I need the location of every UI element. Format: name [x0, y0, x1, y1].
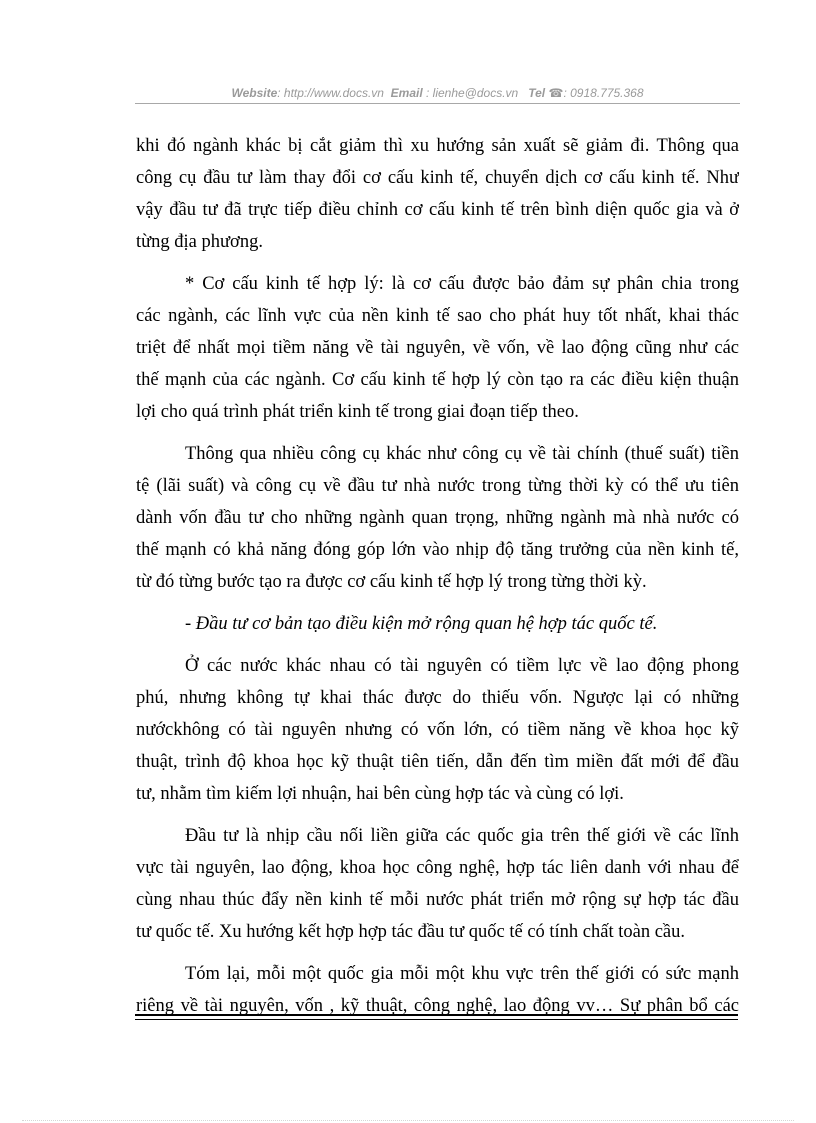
paragraph	[136, 130, 739, 258]
text-line: vực tài nguyên, lao động, khoa học công nghệ, hợp tác liên danh với nhau để	[136, 858, 739, 878]
text-line: nướckhông có tài nguyên nhưng có vốn lớn, có tiềm năng về khoa học kỹ	[136, 720, 739, 740]
page-header	[135, 86, 740, 100]
paragraph	[136, 438, 739, 598]
header-divider	[135, 103, 740, 104]
paragraph	[136, 650, 739, 810]
footer-divider	[135, 1014, 738, 1020]
phone-icon: ☎	[548, 86, 564, 100]
paragraph	[136, 268, 739, 428]
paragraph	[136, 958, 739, 1022]
text-line: thế mạnh có khả năng đóng góp lớn vào nhịp độ tăng trưởng của nền kinh tế,	[136, 540, 739, 560]
text-line: phú, nhưng không tự khai thác được do thiếu vốn. Ngược lại có những	[136, 688, 739, 708]
text-line: riêng về tài nguyên, vốn , kỹ thuật, công nghệ, lao động vv… Sự phân bổ các	[136, 996, 739, 1016]
text-line: dành vốn đầu tư cho những ngành quan trọng, những ngành mà nhà nước có	[136, 508, 739, 528]
text-line: * Cơ cấu kinh tế hợp lý: là cơ cấu được bảo đảm sự phân chia trong	[185, 274, 739, 294]
text-line: các ngành, các lĩnh vực của nền kinh tế sao cho phát huy tốt nhất, khai thác	[136, 306, 739, 326]
page-edge	[22, 1120, 794, 1121]
section-heading: - Đầu tư cơ bản tạo điều kiện mở rộng quan hệ hợp tác quốc tế.	[185, 614, 658, 634]
text-line: tư quốc tế. Xu hướng kết hợp hợp tác đầu tư quốc tế có tính chất toàn cầu.	[136, 922, 686, 942]
text-line: công cụ đầu tư làm thay đổi cơ cấu kinh tế, chuyển dịch cơ cấu kinh tế. Như	[136, 168, 739, 188]
paragraph	[136, 820, 739, 948]
text-line: cùng nhau thúc đẩy nền kinh tế mỗi nước phát triển mở rộng sự hợp tác đầu	[136, 890, 739, 910]
website-url[interactable]: : http://www.docs.vn	[277, 86, 384, 100]
text-line: Đầu tư là nhịp cầu nối liền giữa các quốc gia trên thế giới về các lĩnh	[185, 826, 739, 846]
text-line: tư, nhằm tìm kiếm lợi nhuận, hai bên cùng hợp tác và cùng có lợi.	[136, 784, 624, 804]
tel-label: Tel	[528, 86, 546, 100]
text-line: khi đó ngành khác bị cắt giảm thì xu hướng sản xuất sẽ giảm đi. Thông qua	[136, 136, 739, 156]
text-line: từng địa phương.	[136, 232, 263, 252]
text-line: triệt để nhất mọi tiềm năng về tài nguyên, về vốn, về lao động cũng như các	[136, 338, 739, 358]
text-line: Tóm lại, mỗi một quốc gia mỗi một khu vực trên thế giới có sức mạnh	[185, 964, 739, 984]
text-line: Ở các nước khác nhau có tài nguyên có tiềm lực về lao động phong	[185, 656, 739, 676]
text-line: thuật, trình độ khoa học kỹ thuật tiên tiến, dẫn đến tìm miền đất mới để đầu	[136, 752, 739, 772]
text-line: Thông qua nhiều công cụ khác như công cụ về tài chính (thuế suất) tiền	[185, 444, 739, 464]
text-line: thế mạnh của các ngành. Cơ cấu kinh tế hợp lý còn tạo ra các điều kiện thuận	[136, 370, 739, 390]
text-line: từ đó từng bước tạo ra được cơ cấu kinh tế hợp lý trong từng thời kỳ.	[136, 572, 647, 592]
document-body	[136, 130, 739, 1022]
email-address[interactable]: : lienhe@docs.vn	[422, 86, 519, 100]
text-line: tệ (lãi suất) và công cụ về đầu tư nhà nước trong từng thời kỳ có thể ưu tiên	[136, 476, 739, 496]
text-line: vậy đầu tư đã trực tiếp điều chỉnh cơ cấu kinh tế trên bình diện quốc gia và ở	[136, 200, 739, 220]
website-label: Website	[231, 86, 278, 100]
text-line: lợi cho quá trình phát triển kinh tế trong giai đoạn tiếp theo.	[136, 402, 579, 422]
email-label: Email	[390, 86, 423, 100]
phone-number: : 0918.775.368	[563, 86, 644, 100]
